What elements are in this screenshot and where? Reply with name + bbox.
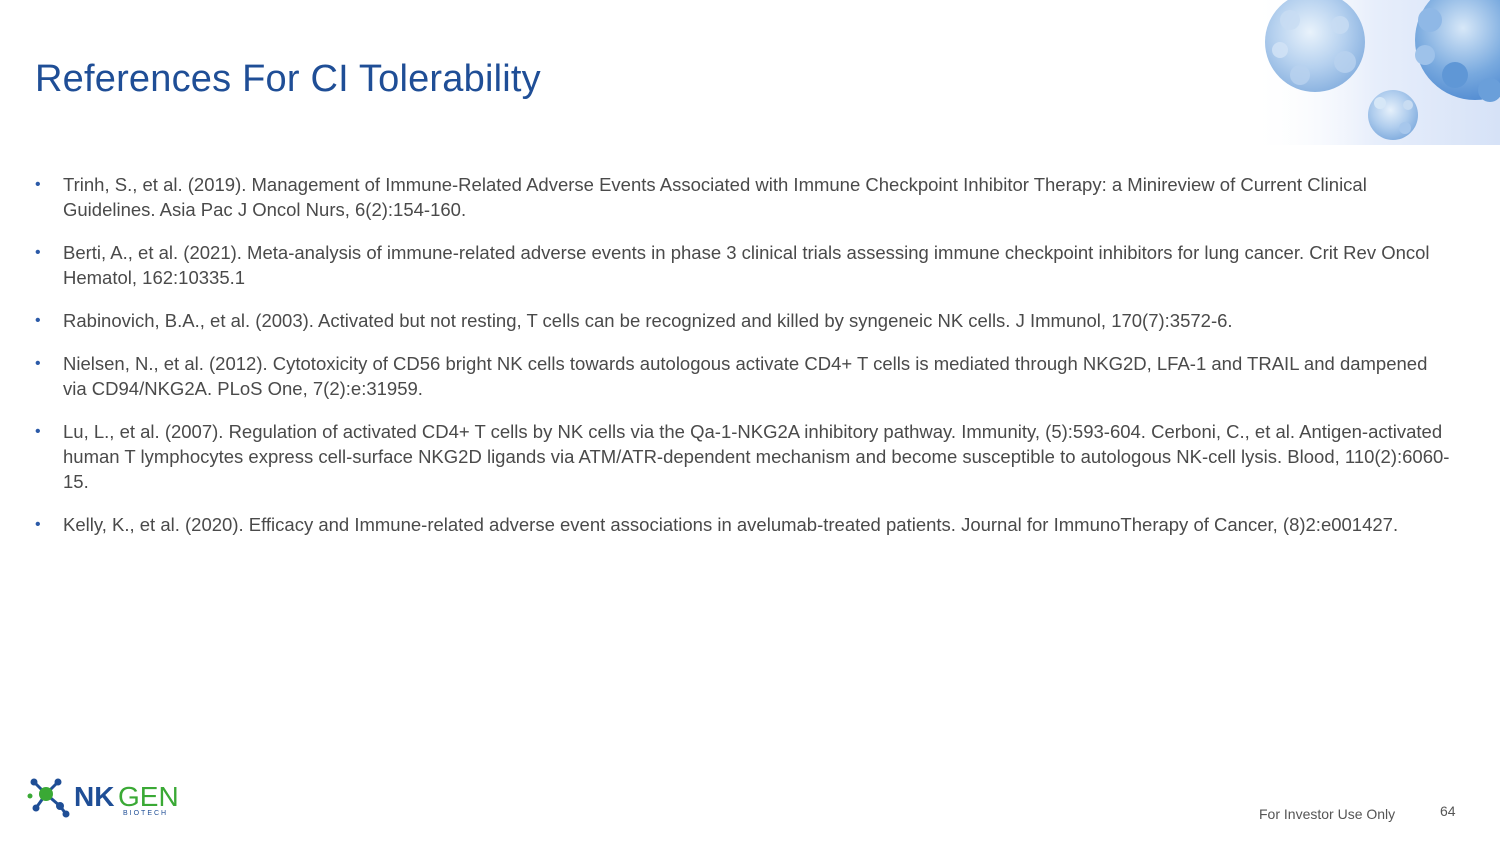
reference-text: Kelly, K., et al. (2020). Efficacy and Immune-related adverse event associations in avelumab-treated patients. Journal for ImmunoTherapy of Cancer, (8)2:e001427. bbox=[63, 514, 1399, 535]
company-logo bbox=[26, 772, 196, 822]
bullet: • bbox=[35, 355, 41, 372]
list-item bbox=[35, 419, 1455, 494]
reference-text: Nielsen, N., et al. (2012). Cytotoxicity of CD56 bright NK cells towards autologous activate CD4+ T cells is mediated through NKG2D, LFA-1 and TRAIL and dampened via CD94/NKG2A. PLoS One, 7(2):e:31959. bbox=[63, 353, 1428, 399]
page-number: 64 bbox=[1440, 803, 1456, 819]
bullet: • bbox=[35, 244, 41, 261]
reference-text: Berti, A., et al. (2021). Meta-analysis of immune-related adverse events in phase 3 clinical trials assessing immune checkpoint inhibitors for lung cancer. Crit Rev Oncol Hematol, 162:10335.1 bbox=[63, 242, 1430, 288]
logo-nk: NK bbox=[74, 781, 115, 812]
nk-cell-illustration bbox=[1250, 0, 1500, 145]
list-item bbox=[35, 351, 1455, 401]
bullet: • bbox=[35, 176, 41, 193]
bullet: • bbox=[35, 516, 41, 533]
list-item bbox=[35, 240, 1455, 290]
logo-sub: BIOTECH bbox=[123, 810, 169, 817]
reference-text: Rabinovich, B.A., et al. (2003). Activated but not resting, T cells can be recognized and killed by syngeneic NK cells. J Immunol, 170(7):3572-6. bbox=[63, 310, 1233, 331]
list-item bbox=[35, 512, 1455, 537]
bullet: • bbox=[35, 423, 41, 440]
reference-text: Trinh, S., et al. (2019). Management of Immune-Related Adverse Events Associated with Immune Checkpoint Inhibitor Therapy: a Minireview of Current Clinical Guidelines. Asia Pac J Oncol Nurs, 6(2):154-160. bbox=[63, 174, 1367, 220]
page-title: References For CI Tolerability bbox=[35, 58, 541, 100]
molecule-icon bbox=[28, 779, 70, 818]
confidentiality-notice: For Investor Use Only bbox=[1259, 806, 1396, 822]
logo-gen: GEN bbox=[118, 781, 179, 812]
list-item bbox=[35, 172, 1455, 222]
list-item bbox=[35, 308, 1455, 333]
bullet: • bbox=[35, 312, 41, 329]
reference-text: Lu, L., et al. (2007). Regulation of activated CD4+ T cells by NK cells via the Qa-1-NKG2A inhibitory pathway. Immunity, (5):593-604. Cerboni, C., et al. Antigen-activated human T lymphocytes express cell-surface NKG2D ligands via ATM/ATR-dependent mechanism and become susceptible to autologous NK-cell lysis. Blood, 110(2):6060-15. bbox=[63, 421, 1450, 492]
reference-list bbox=[35, 172, 1455, 555]
